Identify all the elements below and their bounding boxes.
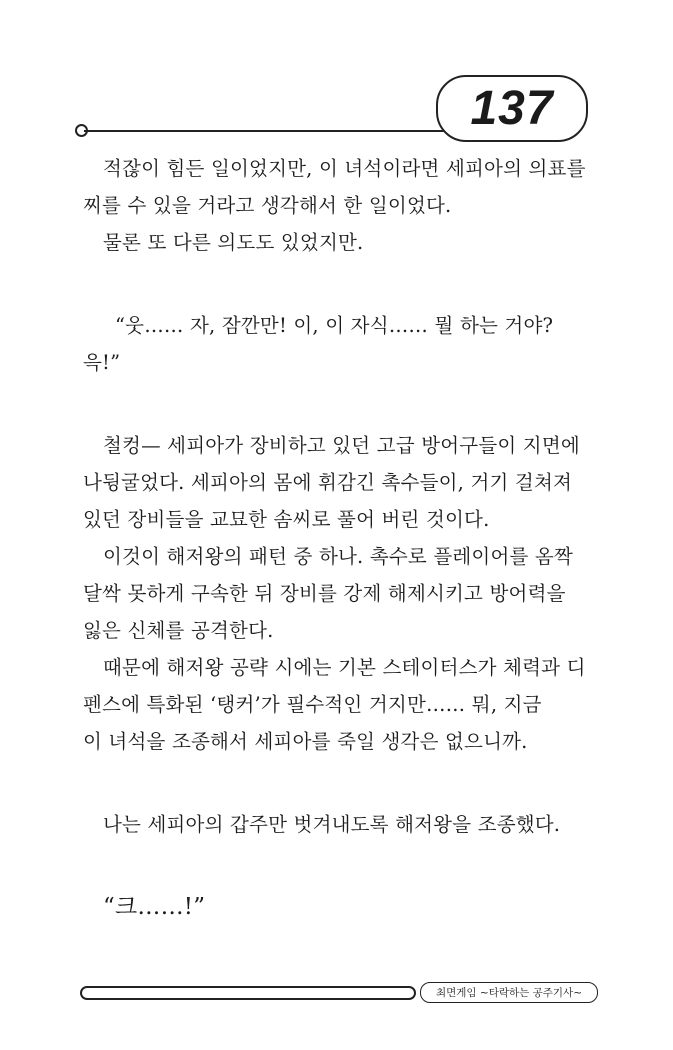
text-line: 적잖이 힘든 일이었지만, 이 녀석이라면 세피아의 의표를 (103, 157, 586, 180)
text-line: 이 녀석을 조종해서 세피아를 죽일 생각은 없으니까. (83, 730, 528, 753)
text-line: 이것이 해저왕의 패턴 중 하나. 촉수로 플레이어를 옴짝 (103, 545, 574, 568)
text-line: 찌를 수 있을 거라고 생각해서 한 일이었다. (83, 194, 452, 217)
text-line: 때문에 해저왕 공략 시에는 기본 스테이터스가 체력과 디 (103, 656, 586, 679)
text-line: 펜스에 특화된 ‘탱커’가 필수적인 거지만…… 뭐, 지금 (83, 693, 542, 716)
page-number-box (436, 75, 588, 142)
dialogue-line: 윽!” (83, 351, 121, 374)
paragraph-gap (83, 381, 613, 427)
book-title: 최면게임 ~타락하는 공주기사~ (436, 987, 582, 999)
text-line: 물론 또 다른 의도도 있었지만. (103, 231, 364, 254)
text-line: 달싹 못하게 구속한 뒤 장비를 강제 해제시키고 방어력을 (83, 582, 566, 605)
footer-bar (80, 986, 416, 1000)
text-line: 잃은 신체를 공격한다. (83, 619, 274, 642)
text-line: 철컹— 세피아가 장비하고 있던 고급 방어구들이 지면에 (103, 434, 580, 457)
page-body (83, 150, 613, 926)
paragraph-gap (83, 843, 613, 889)
paragraph-gap (83, 261, 613, 307)
page-number: 137 (470, 81, 554, 135)
footer-title-box (420, 982, 598, 1003)
text-line: 있던 장비들을 교묘한 솜씨로 풀어 버린 것이다. (83, 508, 490, 531)
dialogue-line: “웃…… 자, 잠깐만! 이, 이 자식…… 뭘 하는 거야? (115, 314, 554, 337)
paragraph-gap (83, 760, 613, 806)
header-rule (84, 130, 444, 132)
text-line: 나뒹굴었다. 세피아의 몸에 휘감긴 촉수들이, 거기 걸쳐져 (83, 471, 573, 494)
dialogue-line: “크……!” (103, 894, 206, 920)
text-line: 나는 세피아의 갑주만 벗겨내도록 해저왕을 조종했다. (103, 813, 561, 836)
